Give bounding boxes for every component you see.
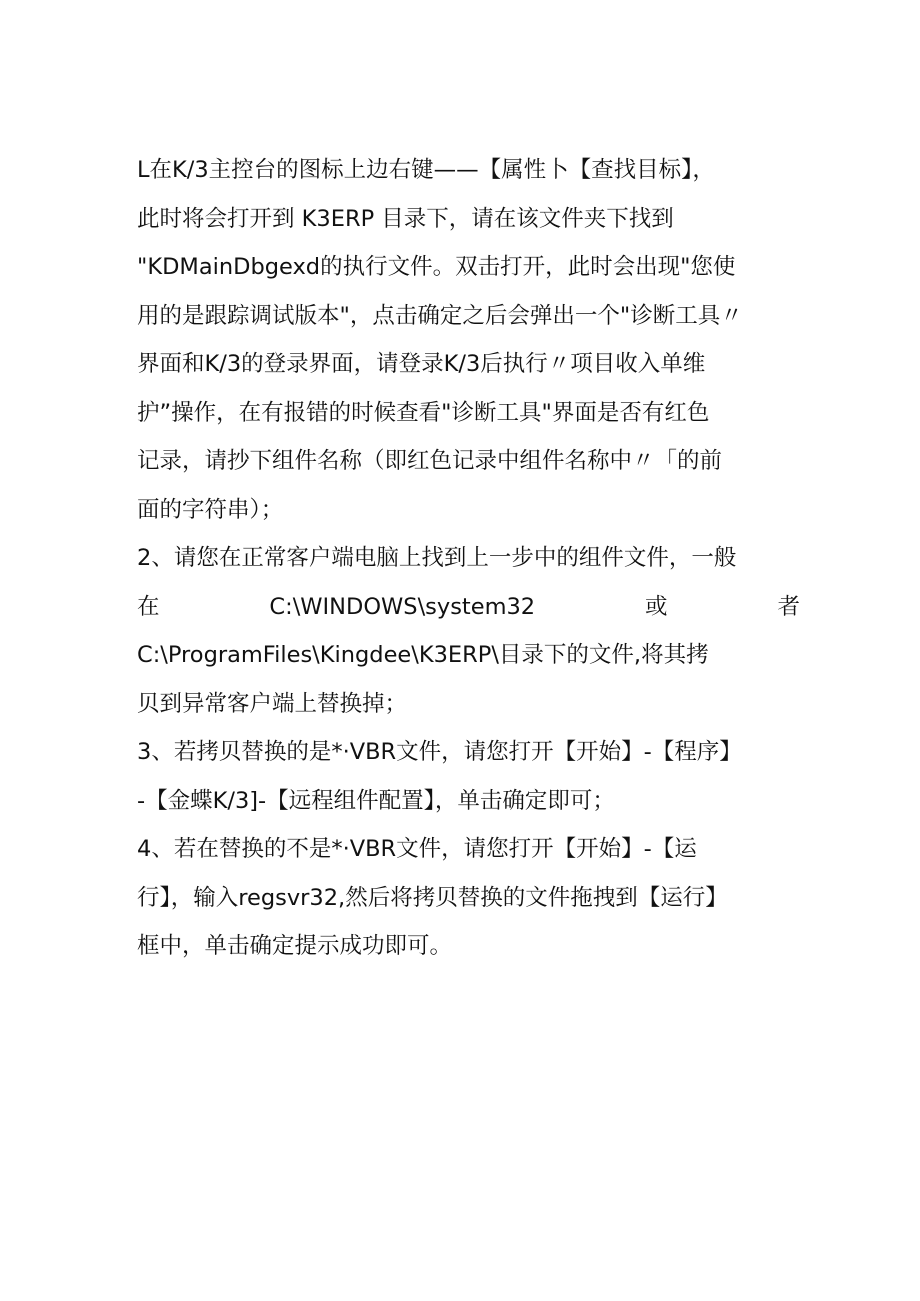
- text-line-8: 面的字符串）；: [137, 496, 284, 523]
- justified-part-2: C:\WINDOWS\system32: [269, 593, 536, 620]
- text-line-4: 用的是跟踪调试版本"，点击确定之后会弹出一个"诊断工具〃: [137, 302, 743, 329]
- text-line-1: L在K/3主控台的图标上边右键——【属性卜【查找目标】，: [137, 157, 715, 183]
- text-line-11: C:\ProgramFiles\Kingdee\K3ERP\目录下的文件,将其拷: [137, 642, 709, 668]
- text-line-13: 3、若拷贝替换的是*·VBR文件，请您打开【开始】-【程序】: [137, 739, 742, 765]
- justified-part-3: 或: [645, 593, 668, 620]
- text-line-2: 此时将会打开到 K3ERP 目录下，请在该文件夹下找到: [137, 205, 674, 232]
- text-line-14: -【金蝶K/3]-【远程组件配置】，单击确定即可；: [137, 787, 615, 814]
- justified-part-1: 在: [137, 593, 160, 620]
- text-line-16: 行】，输入regsvr32,然后将拷贝替换的文件拖拽到【运行】: [137, 884, 728, 911]
- justified-part-4: 者: [777, 593, 800, 620]
- document-body: [137, 146, 800, 971]
- text-line-12: 贝到异常客户端上替换掉；: [137, 690, 408, 717]
- text-line-9: 2、请您在正常客户端电脑上找到上一步中的组件文件，一般: [137, 545, 737, 571]
- text-line-10-justified: [137, 583, 800, 632]
- text-line-17: 框中，单击确定提示成功即可。: [137, 933, 453, 959]
- text-line-5: 界面和K/3的登录界面，请登录K/3后执行〃项目收入单维: [137, 351, 706, 377]
- text-line-6: 护”操作，在有报错的时候查看"诊断工具"界面是否有红色: [137, 399, 710, 426]
- text-line-15: 4、若在替换的不是*·VBR文件，请您打开【开始】-【运: [137, 836, 697, 862]
- text-line-3: "KDMainDbgexd的执行文件。双击打开，此时会出现"您使: [137, 254, 736, 280]
- text-line-7: 记录，请抄下组件名称（即红色记录中组件名称中〃「的前: [137, 448, 723, 474]
